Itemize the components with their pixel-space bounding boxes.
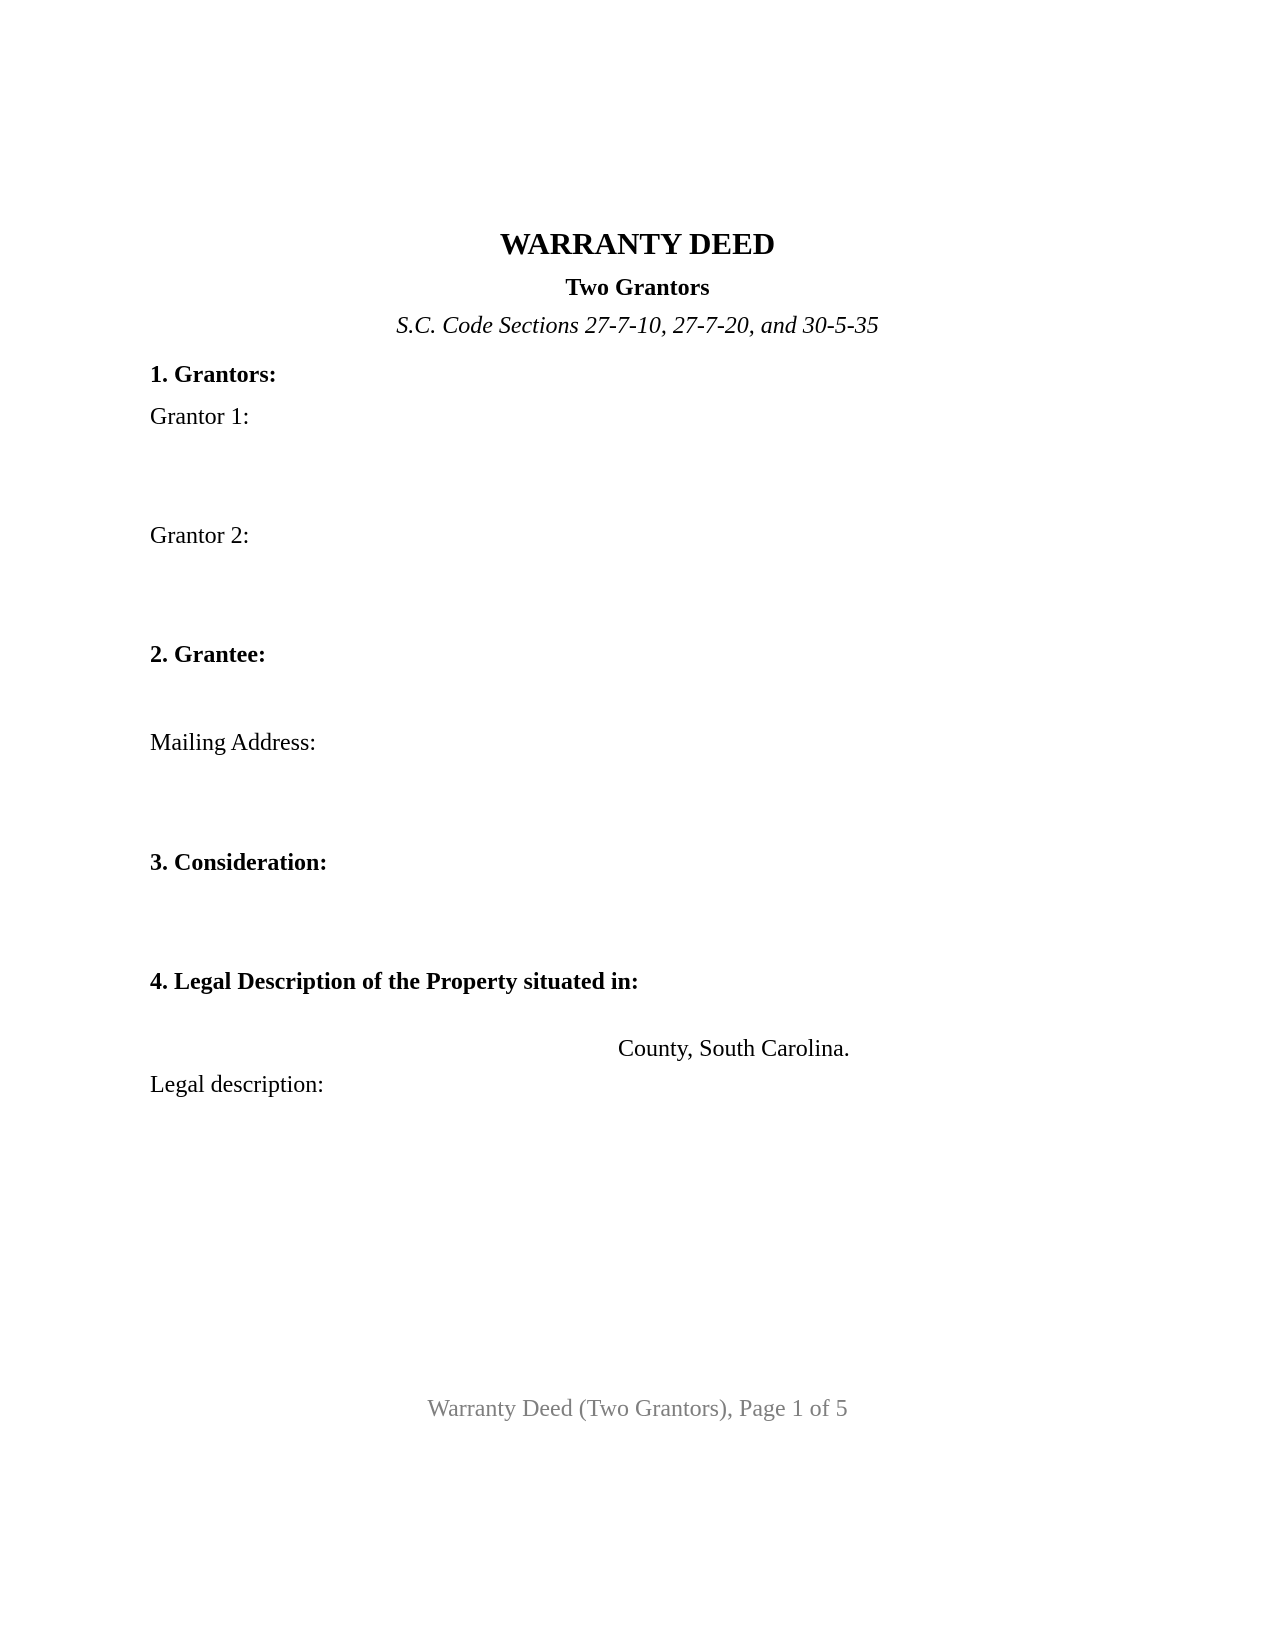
grantor-2-label: Grantor 2:: [150, 523, 250, 549]
county-state-text: County, South Carolina.: [618, 1036, 850, 1062]
legal-description-label: Legal description:: [150, 1072, 324, 1098]
section-consideration-heading: 3. Consideration:: [150, 850, 328, 876]
section-grantors-heading: 1. Grantors:: [150, 362, 277, 388]
document-title: WARRANTY DEED: [499, 226, 776, 261]
statute-citation: S.C. Code Sections 27-7-10, 27-7-20, and 30-5-35: [396, 313, 879, 339]
grantor-1-label: Grantor 1:: [150, 404, 250, 430]
document-subtitle: Two Grantors: [565, 275, 710, 301]
mailing-address-label: Mailing Address:: [150, 730, 316, 756]
section-grantee-heading: 2. Grantee:: [150, 642, 266, 668]
section-legal-heading: 4. Legal Description of the Property situated in:: [150, 969, 639, 995]
page-footer: Warranty Deed (Two Grantors), Page 1 of 5: [427, 1396, 848, 1422]
